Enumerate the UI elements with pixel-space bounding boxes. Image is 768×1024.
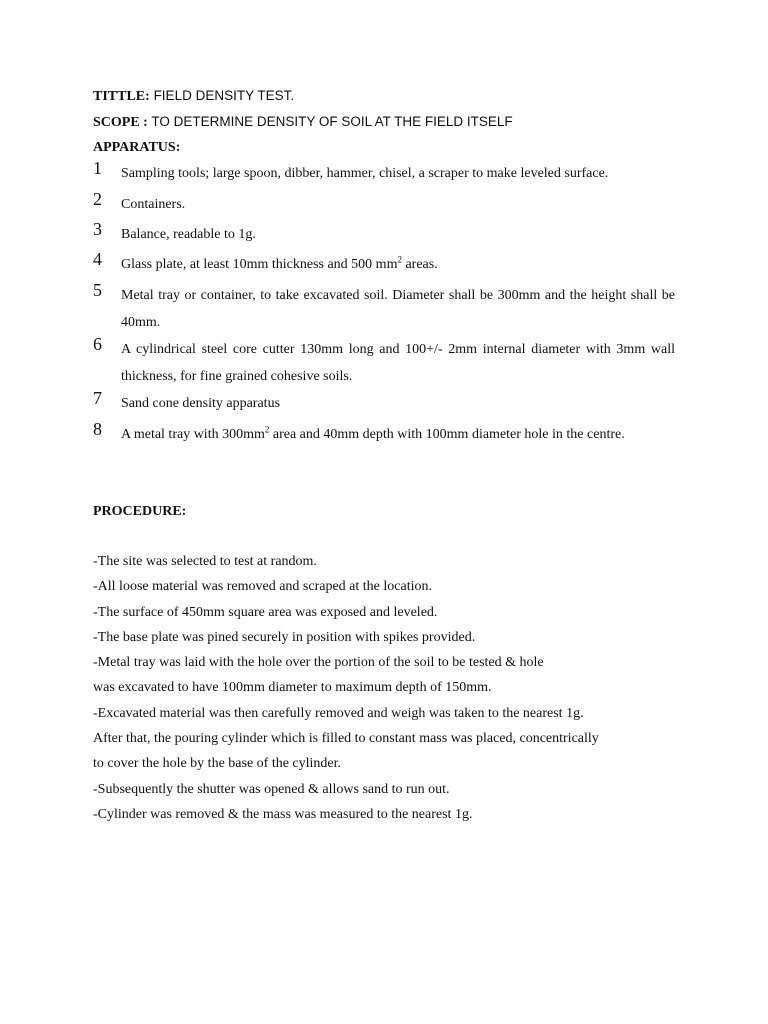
- apparatus-heading: [93, 139, 180, 157]
- item-text-part: areas.: [401, 257, 438, 272]
- item-text-part: area and 40mm depth with 100mm diameter hole in the centre.: [269, 427, 625, 442]
- title-label: TITTLE:: [93, 89, 150, 104]
- item-text: [121, 251, 675, 278]
- procedure-line: -All loose material was removed and scraped at the location.: [93, 579, 432, 595]
- item-number: 7: [93, 388, 102, 408]
- title-line: [93, 87, 294, 106]
- procedure-line: to cover the hole by the base of the cylinder.: [93, 756, 342, 772]
- procedure-line: -Cylinder was removed & the mass was measured to the nearest 1g.: [93, 806, 473, 822]
- procedure-heading: PROCEDURE:: [93, 504, 187, 519]
- item-text: Metal tray or container, to take excavated soil. Diameter shall be 300mm and the height shall be 40mm.: [121, 288, 675, 330]
- scope-label: SCOPE :: [93, 115, 148, 130]
- procedure-line: -Subsequently the shutter was opened & allows sand to run out.: [93, 781, 450, 797]
- scope-line: [93, 113, 513, 132]
- item-text: Balance, readable to 1g.: [121, 227, 256, 242]
- apparatus-item-1: [93, 160, 675, 187]
- item-text: Sampling tools; large spoon, dibber, hammer, chisel, a scraper to make leveled surface.: [121, 166, 609, 181]
- superscript: 2: [264, 424, 270, 435]
- item-number: 5: [93, 280, 102, 300]
- apparatus-item-8: [93, 421, 675, 448]
- procedure-line: -The surface of 450mm square area was exposed and leveled.: [93, 604, 438, 620]
- item-number: 3: [93, 219, 102, 239]
- superscript: 2: [397, 254, 402, 265]
- procedure-line: -The base plate was pined securely in position with spikes provided.: [93, 629, 476, 645]
- procedure-line: -Metal tray was laid with the hole over the portion of the soil to be tested & hole: [93, 655, 544, 671]
- apparatus-item-5: [93, 282, 675, 336]
- scope-value: TO DETERMINE DENSITY OF SOIL AT THE FIELD ITSELF: [147, 114, 513, 129]
- item-number: 8: [93, 419, 102, 439]
- item-text: Containers.: [121, 197, 186, 212]
- item-number: 4: [93, 249, 102, 269]
- title-value: FIELD DENSITY TEST.: [149, 88, 295, 103]
- item-number: 1: [93, 158, 102, 178]
- apparatus-item-2: [93, 191, 675, 218]
- procedure-line: After that, the pouring cylinder which is filled to constant mass was placed, concentrically: [93, 731, 599, 747]
- apparatus-item-7: [93, 390, 675, 417]
- apparatus-item-3: [93, 221, 675, 248]
- item-text-part: A metal tray with 300mm: [121, 427, 265, 442]
- procedure-line: was excavated to have 100mm diameter to maximum depth of 150mm.: [93, 680, 492, 696]
- procedure-body: [93, 552, 693, 830]
- procedure-line: -The site was selected to test at random.: [93, 554, 317, 569]
- apparatus-item-4: [93, 251, 675, 278]
- item-text: A cylindrical steel core cutter 130mm long and 100+/- 2mm internal diameter with 3mm wall thickness, for fine grained cohesive soils.: [121, 342, 675, 384]
- item-number: 2: [93, 189, 102, 209]
- item-text-part: Glass plate, at least 10mm thickness and 500 mm: [121, 257, 398, 272]
- procedure-line: -Excavated material was then carefully removed and weigh was taken to the nearest 1g.: [93, 705, 584, 721]
- item-text: Sand cone density apparatus: [121, 396, 281, 411]
- apparatus-label: APPARATUS:: [93, 140, 181, 155]
- apparatus-item-6: [93, 336, 675, 390]
- item-number: 6: [93, 334, 102, 354]
- item-text: [121, 421, 675, 448]
